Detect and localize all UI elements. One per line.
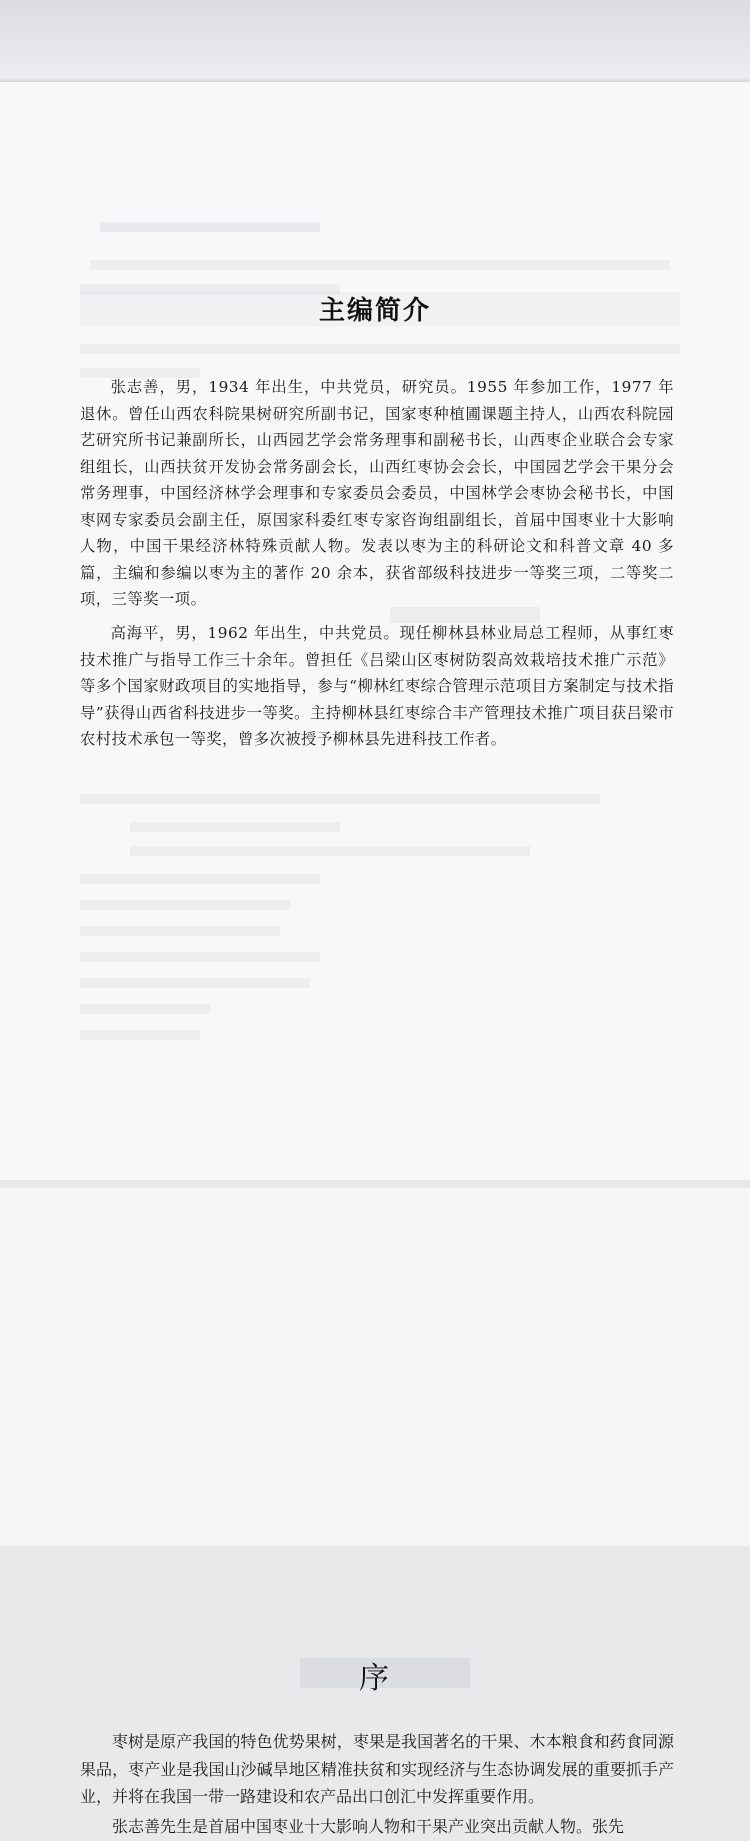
preface-paragraph-1: 枣树是原产我国的特色优势果树，枣果是我国著名的干果、木本粮食和药食同源果品，枣产业是我国山沙碱旱地区精准扶贫和实现经济与生态协调发展的重要抓手产业，并将在我国一带一路建设和农产品出口创汇中发挥重要作用。 [80, 1732, 674, 1806]
page-preface [0, 1188, 750, 1836]
preface-paragraph-2: 张志善先生是首届中国枣业十大影响人物和干果产业突出贡献人物。张先 [112, 1817, 625, 1836]
page-author-intro [0, 82, 750, 1180]
preface-title: 序 [359, 1661, 391, 1696]
page-title: 主编简介 [318, 296, 431, 326]
author-bio-gao: 高海平，男，1962 年出生，中共党员。现任柳林县林业局总工程师，从事红枣技术推广与指导工作三十余年。曾担任《吕梁山区枣树防裂高效栽培技术推广示范》等多个国家财政项目的实地指导，参与“柳林红枣综合管理示范项目方案制定与技术指导”获得山西省科技进步一等奖。主持柳林县红枣综合丰产管理技术推广项目获吕梁市农村技术承包一等奖，曾多次被授予柳林县先进科技工作者。 [80, 624, 674, 748]
previous-page-edge [0, 0, 750, 82]
author-bio-zhang: 张志善，男，1934 年出生，中共党员，研究员。1955 年参加工作，1977 年退休。曾任山西农科院果树研究所副书记，国家枣种植圃课题主持人，山西农科院园艺研究所书记兼副所长，山西园艺学会常务理事和副秘书长，山西枣企业联合会专家组组长，山西扶贫开发协会常务副会长，山西红枣协会会长，中国园艺学会干果分会常务理事，中国经济林学会理事和专家委员会委员，中国林学会枣协会秘书长，中国枣网专家委员会副主任，原国家科委红枣专家咨询组副组长，首届中国枣业十大影响人物，中国干果经济林特殊贡献人物。发表以枣为主的科研论文和科普文章 40 多篇，主编和参编以枣为主的著作 20 余本，获省部级科技进步一等奖三项，二等奖二项，三等奖一项。 [80, 378, 674, 608]
